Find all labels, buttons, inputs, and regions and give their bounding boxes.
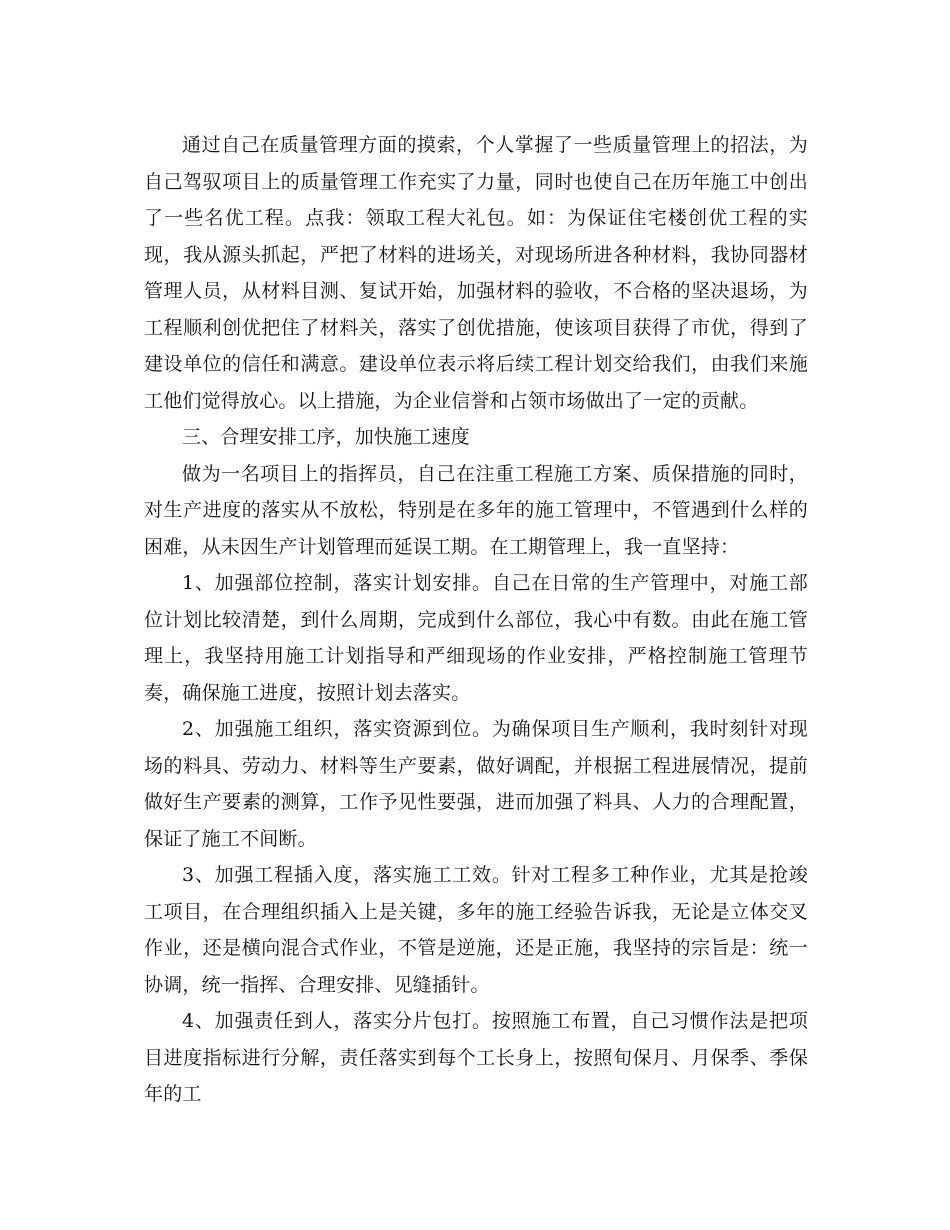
section-heading-schedule: 三、合理安排工序，加快施工速度 — [182, 426, 471, 448]
paragraph-quality-management: 通过自己在质量管理方面的摸索，个人掌握了一些质量管理上的招法，为自己驾驭项目上的质量管理工作充实了力量，同时也使自己在历年施工中创出了一些名优工程。点我：领取工程大礼包。如：为保证住宅楼创优工程的实现，我从源头抓起，严把了材料的进场关，对现场所进各种材料，我协同器材管理人员，从材料目测、复试开始，加强材料的验收，不合格的坚决退场，为工程顺利创优把住了材料关，落实了创优措施，使该项目获得了市优，得到了建设单位的信任和满意。建设单位表示将后续工程计划交给我们，由我们来施工他们觉得放心。以上措施，为企业信誉和占领市场做出了一定的贡献。 — [144, 134, 808, 412]
paragraph-commander-role: 做为一名项目上的指挥员，自己在注重工程施工方案、质保措施的同时，对生产进度的落实从不放松，特别是在多年的施工管理中，不管遇到什么样的困难，从未因生产计划管理而延误工期。在工期管理上，我一直坚持： — [144, 462, 808, 558]
document-body — [144, 127, 808, 1113]
paragraph-item-3: 3、加强工程插入度，落实施工工效。针对工程多工种作业，尤其是抢竣工项目，在合理组织插入上是关键，多年的施工经验告诉我，无论是立体交叉作业，还是横向混合式作业，不管是逆施，还是正施，我坚持的宗旨是：统一协调，统一指挥、合理安排、见缝插针。 — [144, 864, 808, 996]
paragraph-item-4: 4、加强责任到人，落实分片包打。按照施工布置，自己习惯作法是把项目进度指标进行分解，责任落实到每个工长身上，按照旬保月、月保季、季保年的工 — [144, 1010, 808, 1105]
paragraph-item-1: 1、加强部位控制，落实计划安排。自己在日常的生产管理中，对施工部位计划比较清楚，到什么周期，完成到什么部位，我心中有数。由此在施工管理上，我坚持用施工计划指导和严细现场的作业安排，严格控制施工管理节奏，确保施工进度，按照计划去落实。 — [144, 572, 808, 704]
paragraph-item-2: 2、加强施工组织，落实资源到位。为确保项目生产顺利，我时刻针对现场的料具、劳动力、材料等生产要素，做好调配，并根据工程进展情况，提前做好生产要素的测算，工作予见性要强，进而加强了料具、人力的合理配置，保证了施工不间断。 — [144, 718, 808, 850]
